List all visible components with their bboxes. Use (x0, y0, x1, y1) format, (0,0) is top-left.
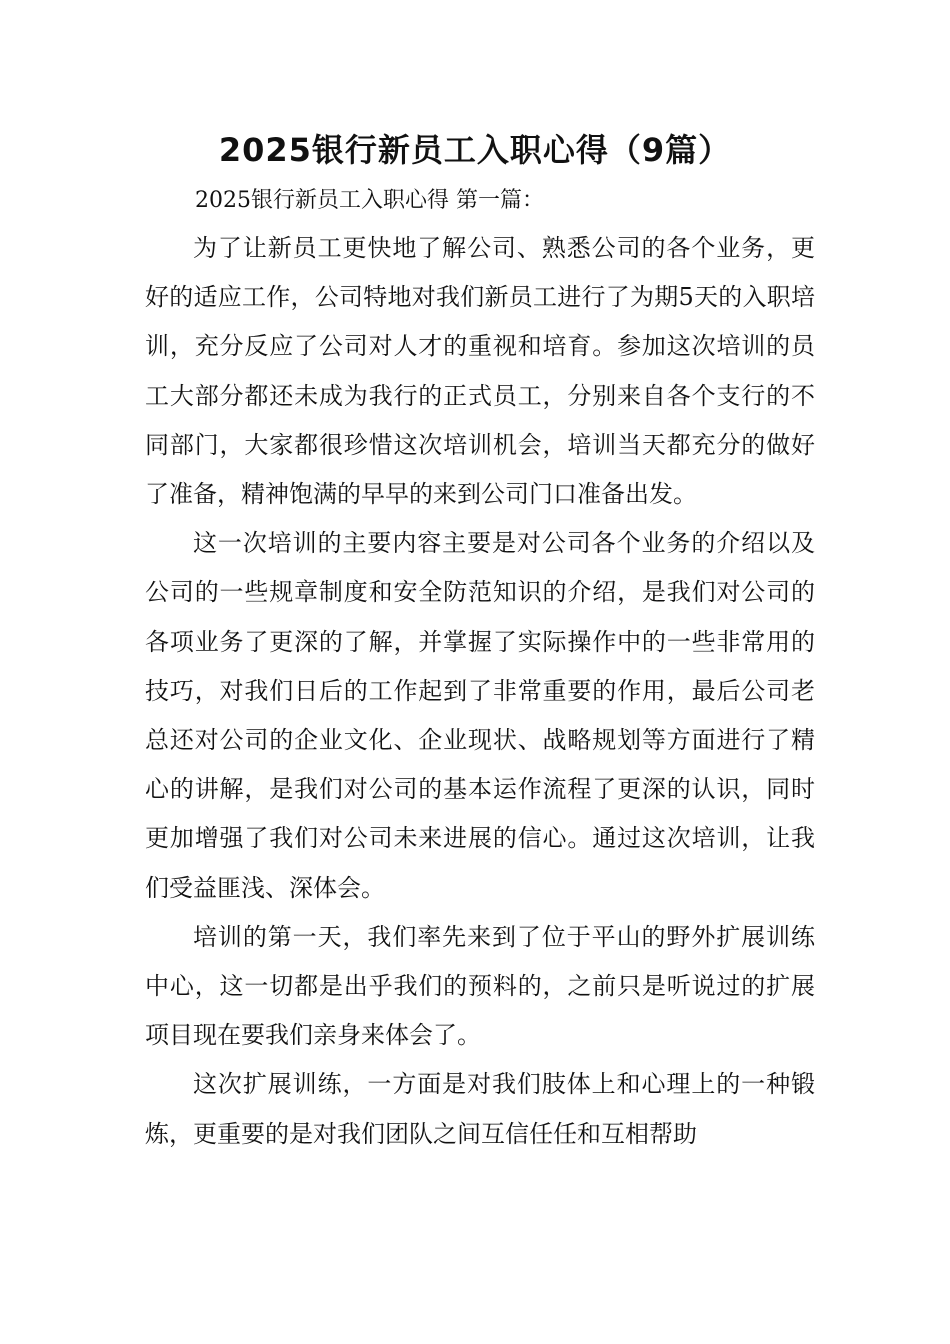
paragraph: 培训的第一天，我们率先来到了位于平山的野外扩展训练中心，这一切都是出乎我们的预料的，之前只是听说过的扩展项目现在要我们亲身来体会了。 (145, 922, 815, 1050)
section-heading: 2025银行新员工入职心得 第一篇： (195, 188, 544, 213)
document-body (145, 224, 815, 1159)
paragraph: 为了让新员工更快地了解公司、熟悉公司的各个业务，更好的适应工作，公司特地对我们新员工进行了为期5天的入职培训，充分反应了公司对人才的重视和培育。参加这次培训的员工大部分都还未成为我行的正式员工，分别来自各个支行的不同部门，大家都很珍惜这次培训机会，培训当天都充分的做好了准备，精神饱满的早早的来到公司门口准备出发。 (145, 234, 815, 509)
document-title: 2025银行新员工入职心得（9篇） (218, 131, 732, 169)
paragraph: 这一次培训的主要内容主要是对公司各个业务的介绍以及公司的一些规章制度和安全防范知识的介绍，是我们对公司的各项业务了更深的了解，并掌握了实际操作中的一些非常用的技巧，对我们日后的工作起到了非常重要的作用，最后公司老总还对公司的企业文化、企业现状、战略规划等方面进行了精心的讲解，是我们对公司的基本运作流程了更深的认识，同时更加增强了我们对公司未来进展的信心。通过这次培训，让我们受益匪浅、深体会。 (145, 529, 815, 902)
paragraph: 这次扩展训练，一方面是对我们肢体上和心理上的一种锻炼，更重要的是对我们团队之间互信任任和互相帮助 (145, 1070, 815, 1148)
